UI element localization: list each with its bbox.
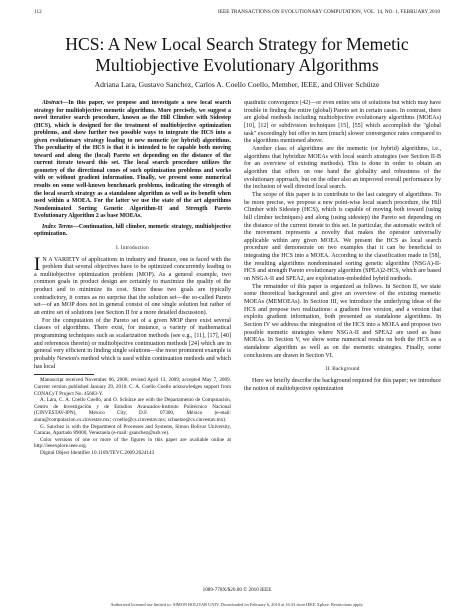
right-paragraph-2: Another class of algorithms are the memetic (or hybrid) algorithms, i.e., algorithms that hybridize MOEAs with local search strategies (see Section II-B for an overview of existing methods). This is done in order to obtain an algorithm that offers on one hand the globality and robustness of the evolutionary approach, but on the other also an improved overall performance by the inclusion of well directed local search. <box>244 145 441 191</box>
right-column <box>244 100 441 586</box>
journal-header: IEEE TRANSACTIONS ON EVOLUTIONARY COMPUTATION, VOL. 14, NO. 1, FEBRUARY 2010 <box>218 9 440 15</box>
footnote-affiliation-cinvestav: A. Lara, C. A. Coello Coello, and O. Schütze are with the Departamento de Computación, Centro de Investigación y de Estudios Avanzados-Instituto Politécnico Nacional (CINVESTAV-IPN), México City, D.F. 07300, México (e-mail: alara@computacion.cs.cinvestav.mx; ccoello@cs.cinvestav.mx; schuetze@cs.cinvestav.mx). <box>34 397 231 423</box>
right-paragraph-1: quadratic convergence [42]—or even entire sets of solutions but which may have trouble in finding the entire (global) Pareto set in certain cases. In contrast, there are global methods including multiobjective evolutionary algorithms (MOEAs) [10], [12] or subdivision techniques [15], [55] which accomplish the "global task" exceedingly but offer in turn (much) slower convergence rates compared to the algorithms mentioned above. <box>244 100 441 145</box>
right-paragraph-4: The remainder of this paper is organized as follows. In Section II, we state some theoretical background and give an overview of the existing memetic MOEAs (MEMOEAs). In Section III, we introduce the underlying ideas of the HCS and propose two realizations: a gradient free version, and a version that exploits gradient information, both presented as standalone algorithms. In Section IV we address the integration of the HCS into a MOEA and propose two possible memetic strategies where NSGA-II and SPEA2 are used as base MOEAs. In Section V, we show some numerical results on both the HCS as a standalone algorithm as well as on the memetic strategies. Finally, some conclusions are drawn in Section VI. <box>244 283 441 359</box>
left-column <box>34 100 231 585</box>
intro-paragraph-1-text: N A VARIETY of applications in industry and finance, one is faced with the problem that several objectives have to be optimized concurrently leading to a multiobjective optimization problem (MOP). As a general example, two common goals in product design are certainly to maximize the quality of the product and to minimize its cost. Since these two goals are typically contradictory, it comes as no surprise that the solution set—the so-called Pareto set—of an MOP does not in general consist of one single solution but rather of an entire set of solutions (see Section II for a more detailed discussion). <box>34 256 231 317</box>
license-notice: Authorized licensed use limited to: SIMON BOLIVAR UNIV. Downloaded on February 6, 2010 at 16:33 from IEEE Xplore. Restrictions apply. <box>110 602 364 607</box>
section-heading-introduction: I. Introduction <box>116 244 149 251</box>
abstract-text: In this paper, we propose and investigate a new local search strategy for multiobjective memetic algorithms. More precisely, we suggest a novel iterative search procedure, known as the Hill Climber with Sidestep (HCS), which is designed for the treatment of multiobjective optimization problems, and show further two possible ways to integrate the HCS into a given evolutionary strategy leading to new memetic (or hybrid) algorithms. The peculiarity of the HCS is that it is intended to be capable both moving toward and along the (local) Pareto set depending on the distance of the current iterate toward this set. The local search procedure utilizes the geometry of the directional cones of such optimization problems and works with or without gradient information. Finally, we present some numerical results on some well-known benchmark problems, indicating the strength of the local search strategy as a standalone algorithm as well as its benefit when used within a MOEA. For the latter we use the state of the art algorithms Nondominated Sorting Genetic Algorithm-II and Strength Pareto Evolutionary Algorithm 2 as base MOEAs. <box>34 100 231 220</box>
footnote-divider <box>34 374 94 375</box>
right-paragraph-5: Here we briefly describe the background required for this paper; we introduce the notion of multiobjective optimization <box>244 377 441 392</box>
index-terms <box>34 224 231 239</box>
footnote-color-figures: Color versions of one or more of the figures in this paper are available online at http://ieeexplore.ieee.org. <box>34 436 231 450</box>
author-list: Adriana Lara, Gustavo Sanchez, Carlos A. Coello Coello, Member, IEEE, and Oliver Schütze <box>94 80 380 89</box>
index-terms-label: Index Terms— <box>42 223 79 230</box>
intro-paragraph-1 <box>34 253 231 318</box>
index-terms-text: Continuation, hill climber, memetic strategy, multiobjective optimization. <box>34 223 231 238</box>
footnote-manuscript: Manuscript received November 06, 2008; revised April 13, 2009; accepted May 7, 2009. Current version published January 29, 2010. C. A. Coello Coello acknowledges support from CONACyT Project No. 45683-Y. <box>34 377 231 397</box>
footnote-affiliation-usb: G. Sanchez is with the Department of Processes and Systems, Simon Bolivar University, Caracas, Apartado 89000, Venezuela (e-mail: gsanchez@usb.ve). <box>34 423 231 437</box>
drop-cap: I <box>34 253 41 275</box>
copyright-code: 1089-778X/$26.00 © 2010 IEEE <box>202 587 272 593</box>
running-header <box>34 9 440 15</box>
intro-paragraph-2: For the computation of the Pareto set of a given MOP there exist several classes of algorithms. There exist, for instance, a variety of mathematical programming techniques such as scalarization methods (see e.g., [11], [17], [40] and references therein) or multiobjective continuation methods [24] which are in general very efficient in finding single solutions—the most prominent example is probably Newton's method which is used within continuation methods and which has local <box>34 317 231 370</box>
abstract <box>34 100 231 221</box>
section-heading-background: II. Background <box>325 366 360 373</box>
footnote-doi: Digital Object Identifier 10.1109/TEVC.2009.2024143 <box>40 449 155 456</box>
right-paragraph-3: The scope of this paper is to contribute to the last category of algorithms. To be more precise, we propose a new point-wise local search procedure, the Hill Climber with Sidestep (HCS), which is capable of moving both toward (using hill climber techniques) and along (using sidestep) the Pareto set depending on the distance of the current iterate to this set. In particular, the automatic switch of the movement represents a novelty that makes the operator universally applicable within any given MOEA. We present the HCS as local search procedure and demonstrate on two examples that it can be beneficial to integrating the HCS into a MOEA. According to the classification made in [58], the resulting algorithms nondominated sorting genetic algorithm (NSGA)-II-HCS and strength Pareto evolutionary algorithm (SPEA)2-HCS, which are based on NSGA-II and SPEA2, are exploitation-embedded hybrid methods. <box>244 191 441 283</box>
page-number: 112 <box>34 9 42 15</box>
abstract-label: Abstract— <box>42 100 69 106</box>
paper-title: HCS: A New Local Search Strategy for Memetic Multiobjective Evolutionary Algorithms <box>65 34 409 75</box>
